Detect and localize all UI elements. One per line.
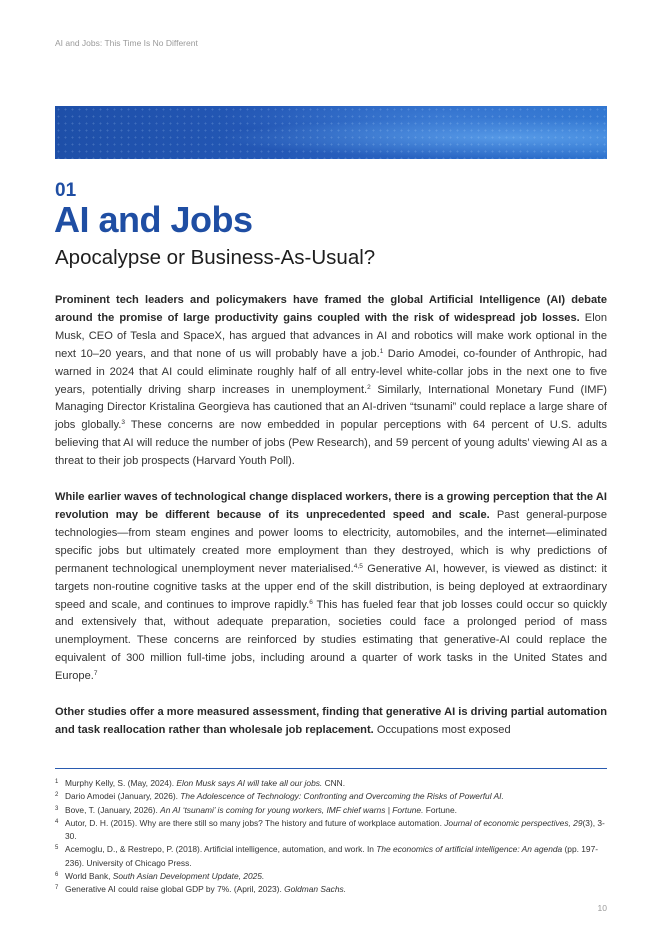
citation-text: CNN. <box>322 778 346 788</box>
paragraph-text: This has fueled fear that job losses could occur so quickly and extensively that, without adequate preparation, societies could face a prolonged period of mass unemployment. These concerns are reinforced by studies estimating that generative-AI could replace the equivalent of 300 million full-time jobs, including around a quarter of work tasks in the United States and Europe. <box>55 598 608 683</box>
chapter-banner-image <box>55 106 607 159</box>
footnote-number: 1 <box>55 779 59 785</box>
footnote-number: 2 <box>55 792 59 799</box>
footnote-ref: 3 <box>121 419 125 427</box>
citation-title: Goldman Sachs. <box>284 884 347 895</box>
paragraph <box>55 704 607 740</box>
footnote-item <box>55 790 607 803</box>
citation-title: South Asian Development Update, 2025. <box>112 871 265 882</box>
footnote-ref: 1 <box>379 347 384 355</box>
lead-sentence: Other studies offer a more measured assessment, finding that generative AI is driving partial automation and task reallocation rather than wholesale job replacement. <box>55 706 607 736</box>
lead-sentence: Prominent tech leaders and policymakers have framed the global Artificial Intelligence (AI) debate around the promise of large productivity gains coupled with the risk of widespread job losses. <box>55 294 607 324</box>
footnote-ref: 2 <box>367 383 371 391</box>
paragraph-text: These concerns are now embedded in popular perceptions with 64 percent of U.S. adults believing that AI will reduce the number of jobs (Pew Research), and 59 percent of young adults’ viewing AI as a threat to their job prospects (Harvard Youth Poll). <box>55 419 607 468</box>
footnote-divider <box>55 768 607 769</box>
paragraph <box>55 292 607 471</box>
citation-text: Bove, T. (January, 2026). <box>65 804 161 815</box>
citation-text: Autor, D. H. (2015). Why are there still so many jobs? The history and future of workplace automation. <box>65 817 445 828</box>
footnote-item <box>55 804 607 817</box>
citation-text: (pp. 197-236). University of Chicago Press. <box>65 844 599 868</box>
paragraph-text: Occupations most exposed <box>373 723 511 736</box>
citation-text: Acemoglu, D., & Restrepo, P. (2018). Artificial intelligence, automation, and work. In <box>65 844 377 855</box>
citation-title: Journal of economic perspectives, 29 <box>444 817 583 828</box>
citation-text: (3), 3-30. <box>65 817 605 842</box>
footnote-ref: 4,5 <box>353 562 363 570</box>
citation-title: The economics of artificial intelligence: An agenda <box>376 844 563 855</box>
footnotes <box>55 777 607 897</box>
paragraph <box>55 489 607 686</box>
footnote-item <box>55 843 607 870</box>
citation-text: Fortune. <box>423 804 457 815</box>
footnote-number: 4 <box>55 818 59 825</box>
footnote-ref: 6 <box>309 598 313 606</box>
citation-title: The Adolescence of Technology: Confronting and Overcoming the Risks of Powerful AI. <box>180 791 504 802</box>
footnote-item <box>55 870 607 883</box>
running-header: AI and Jobs: This Time Is No Different <box>55 38 198 48</box>
chapter-title: AI and Jobs <box>54 199 253 240</box>
citation-text: World Bank, <box>65 871 113 882</box>
footnote-number: 5 <box>55 845 59 852</box>
chapter-subtitle: Apocalypse or Business-As-Usual? <box>55 246 376 269</box>
paragraph-text: Elon Musk, CEO of Tesla and SpaceX, has argued that advances in AI and robotics will make work optional in the next 10–20 years, and that none of us will probably have a job. <box>55 311 607 360</box>
footnote-item <box>55 777 607 790</box>
citation-title: Elon Musk says AI will take all our jobs. <box>176 778 323 788</box>
chapter-number: 01 <box>55 180 77 201</box>
paragraph-text: Dario Amodei, co-founder of Anthropic, had warned in 2024 that AI could eliminate roughly half of all entry-level white-collar jobs in the next one to five years, potentially driving sharp increases in unemployment. <box>55 347 607 396</box>
citation-text: Dario Amodei (January, 2026). <box>65 791 181 802</box>
page-number: 10 <box>597 903 607 913</box>
citation-text: Generative AI could raise global GDP by 7%. (April, 2023). <box>65 884 285 895</box>
body-text <box>55 292 607 758</box>
footnote-item <box>55 883 607 896</box>
footnote-number: 3 <box>55 805 59 812</box>
footnote-number: 6 <box>55 872 59 879</box>
footnote-number: 7 <box>55 885 59 892</box>
banner-pattern <box>55 106 607 159</box>
footnote-item <box>55 817 607 844</box>
citation-text: Murphy Kelly, S. (May, 2024). <box>65 778 177 788</box>
citation-title: An AI ‘tsunami’ is coming for young workers, IMF chief warns | Fortune. <box>160 804 424 815</box>
lead-sentence: While earlier waves of technological change displaced workers, there is a growing perception that the AI revolution may be different because of its unprecedented speed and scale. <box>55 491 607 521</box>
footnote-ref: 7 <box>93 670 98 678</box>
paragraph-text: Past general-purpose technologies—from steam engines and power looms to electricity, automobiles, and the internet—eliminated specific jobs but ultimately created more employment than they destroyed, which is why predictions of permanent technological unemployment never materialised. <box>55 508 608 575</box>
paragraph-text: Similarly, International Monetary Fund (IMF) Managing Director Kristalina Georgieva has cautioned that an AI-driven “tsunami” could replace a large share of jobs globally. <box>55 383 607 432</box>
paragraph-text: Generative AI, however, is viewed as distinct: it targets non-routine cognitive tasks at the upper end of the skill distribution, is being deployed at extraordinary speed and scale, and continues to improve rapidly. <box>55 562 608 611</box>
